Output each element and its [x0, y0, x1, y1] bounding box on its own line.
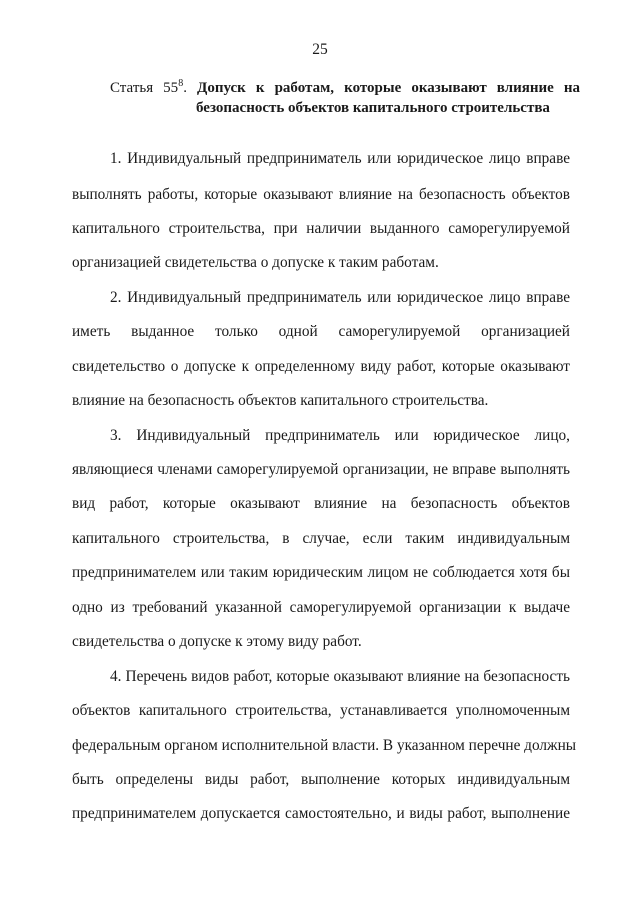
- article-heading: [110, 74, 580, 118]
- paragraph-3-line-2: являющиеся членами саморегулируемой организации, не вправе выполнять: [72, 461, 570, 478]
- page-number: 25: [312, 41, 328, 58]
- paragraph-3-line-6: одно из требований указанной саморегулируемой организации к выдаче: [72, 599, 570, 616]
- article-superscript: 8: [178, 78, 184, 89]
- article-title-line-2: безопасность объектов капитального строительства: [196, 100, 550, 116]
- paragraph-4-line-3: федеральным органом исполнительной власти. В указанном перечне должны: [72, 737, 577, 754]
- paragraph-2-line-3: свидетельство о допуске к определенному виду работ, которые оказывают: [72, 358, 570, 375]
- paragraph-2-line-1: 2. Индивидуальный предприниматель или юридическое лицо вправе: [110, 289, 570, 306]
- paragraph-3-line-1: 3. Индивидуальный предприниматель или юридическое лицо,: [110, 427, 570, 444]
- article-heading-line-1: Статья $55^8$. Допуск к работам, которые оказывают влияние на: [110, 78, 581, 96]
- paragraph-1-line-4: организацией свидетельства о допуске к таким работам.: [72, 254, 439, 271]
- paragraph-4-line-4: быть определены виды работ, выполнение которых индивидуальным: [72, 771, 570, 788]
- article-label: Статья 55: [110, 80, 179, 96]
- paragraph-2-line-2: иметь выданное только одной саморегулируемой организацией: [72, 323, 570, 340]
- paragraph-4-line-1: 4. Перечень видов работ, которые оказывают влияние на безопасность: [110, 668, 570, 685]
- paragraph-4-line-5: предпринимателем допускается самостоятельно, и виды работ, выполнение: [72, 805, 570, 822]
- paragraph-1-line-2: выполнять работы, которые оказывают влияние на безопасность объектов: [72, 186, 570, 203]
- paragraph-1-line-3: капитального строительства, при наличии выданного саморегулируемой: [72, 220, 570, 237]
- paragraph-3-line-4: капитального строительства, в случае, если таким индивидуальным: [72, 530, 570, 547]
- paragraph-2-line-4: влияние на безопасность объектов капитального строительства.: [72, 392, 489, 409]
- paragraph-3-line-5: предпринимателем или таким юридическим лицом не соблюдается хотя бы: [72, 564, 570, 581]
- paragraph-3-line-7: свидетельства о допуске к этому виду работ.: [72, 633, 362, 650]
- paragraph-4-line-2: объектов капитального строительства, устанавливается уполномоченным: [72, 702, 570, 719]
- paragraph-1-line-1: 1. Индивидуальный предприниматель или юридическое лицо вправе: [110, 150, 570, 167]
- paragraph-3-line-3: вид работ, которые оказывают влияние на безопасность объектов: [72, 495, 570, 512]
- article-title-line-1: Допуск к работам, которые оказывают влияние на: [197, 80, 581, 96]
